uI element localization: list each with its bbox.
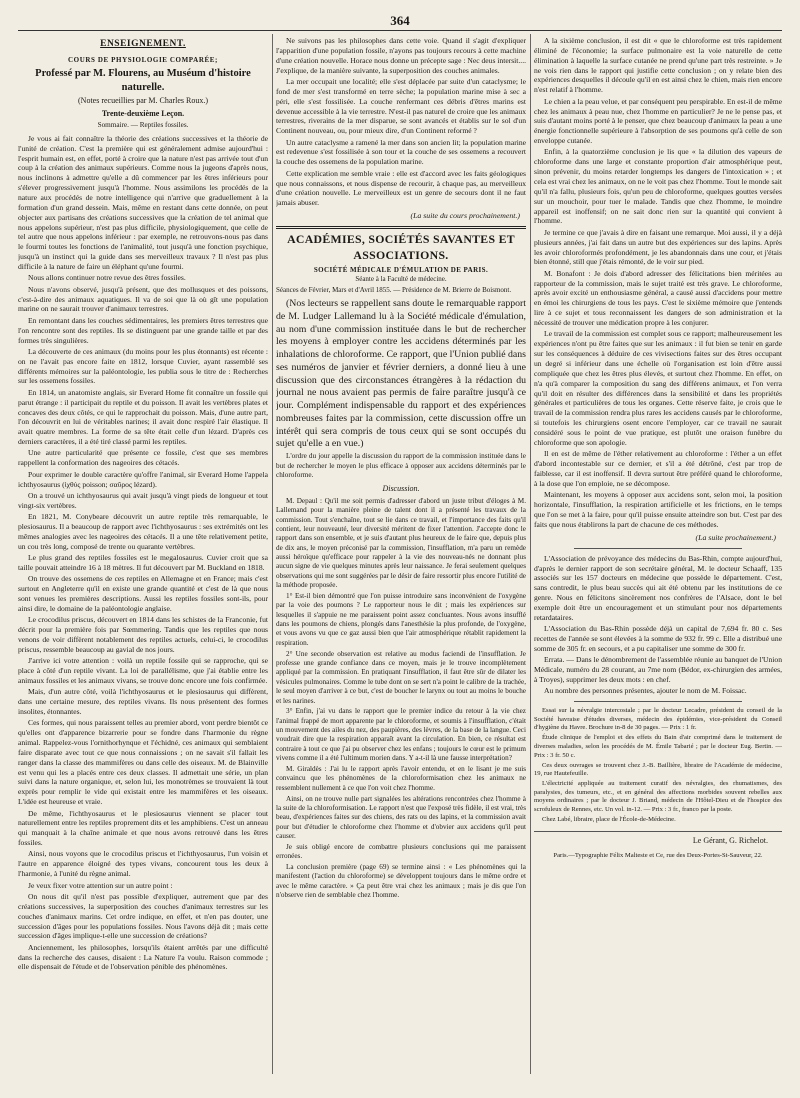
paragraph: 3° Enfin, j'ai vu dans le rapport que le premier indice du retour à la vie chez l'animal frappé de mort apparente par le chloroforme, et soumis à l'insufflation, c'était un mouvement des ailes du nez, des paupières, des lèvres, de la base de la langue. Ceci voudrait dire que la respiration apparaît avant la circulation. En bien, ce résultat est contraire à tout ce que j'ai pu observer chez les enfans ; toujours le cœur est le primum vivens comme il a été l'ultimum morien dans. Y a-t-il là une fausse interprétation? [276,707,526,763]
lead-paragraph: (Nos lecteurs se rappellent sans doute le remarquable rapport de M. Ludger Lallemand lu à la Société médicale d'émulation, au nom d'une commission instituée dans le but de rechercher les moyens à employer contre les accidens déterminés par les inhalations de chloroforme. Ce rapport, que l'Union publié dans ses numéros de janvier et février derniers, a donné lieu à une discussion que des circonstances étrangères à la rédaction du journal ne nous avaient pas permis de faire paraître jusqu'à ce jour. Complément indispensable du rapport et des expériences nombreuses faites par la commission, cette discussion offre un intérêt qui sera compris de tous ceux qui se sont occupés du sujet qu'elle a en vue.) [276,298,526,450]
paragraph: Le crocodilus priscus, découvert en 1814 dans les schistes de la Franconie, fut décrit pour la première fois par Sœmmering. Tandis que les reptiles que nous venons de voir diffèrent notablement des reptiles actuels, celui-ci, le crocodilus priscus, ressemble beaucoup au gavial de nos jours. [18,615,268,654]
lecture-number: Trente-deuxième Leçon. [101,109,185,119]
paragraph: Anciennement, les philosophes, lorsqu'ils étaient arrêtés par une difficulté dans la recherche des causes, disaient : La Nature l'a voulu. Raison commode ; elle dispensait de l'étude et de l'observation pénible des phénomènes. [18,942,268,972]
errata: Errata. — Dans le dénombrement de l'assemblée réunie au banquet de l'Union Médicale, numéro du 28 courant, au 7me nom (Bédor, ex-chirurgien des armées, à Troyes), supprimer les deux mots : en chef. [534,655,782,685]
paragraph: En 1814, un anatomiste anglais, sir Everard Home fit connaître un fossile qui parut étrange : il participait du reptile et du poisson. Il avait les vertèbres plates et concaves des deux côtés, ce qui le rapprochait du poisson. Mais, d'une autre part, l'on découvrit en lui de véritables narines; il avait donc respiré l'air élastique. Il avait quatre membres. La forme de sa tête était celle d'un lézard. D'après ces derniers caractères, il a été tiré classé parmi les reptiles. [18,387,268,447]
paragraph: Maintenant, les moyens à opposer aux accidens sont, selon moi, la position horizontale, l'insufflation, la respiration artificielle et les frictions, en le temps que l'on se met à la faire, pour qu'il puisse ensuite atteindre son but. C'est par des faits que nous établirons la part de chacune de ces méthodes. [534,490,782,529]
paragraph: Je vous ai fait connaître la théorie des créations successives et la théorie de l'unité de création. C'est la première qui est généralement admise aujourd'hui : l'esprit humain est, en effet, porté à croire que la nature n'est pas arrivée tout d'un coup à la création des animaux supérieurs. Comme nous la jugeons d'après nous, nous inclinons à admettre qu'elle a dû commencer par les êtres inférieurs pour s'élever progressivement jusqu'à l'homme. Nous assimilons les procédés de la nature aux procédés de notre intelligence qui n'arrive que graduellement à la formation d'un grand dessein. Mais, même en restant dans cette donnée, on peut objecter aux partisans des créations successives que la création de tel animal que nous appelons supérieur, n'est pas plus difficile, physiologiquement, que celle de tel autre que nous appelons inférieur : par exemple, ne retrouvons-nous pas dans le fourmi toutes les fonctions de l'animalité, tout jusqu'à une fonction psychique, jusqu'à un instinct qui la guide dans ses merveilleux travaux ? Il n'est pas plus difficile à la nature de faire un éléphant qu'une fourmi. [18,133,268,271]
discussion-body [276,497,526,901]
column-divider [272,34,273,1074]
session-line: Séances de Février, Mars et d'Avril 1855. — Présidence de M. Brierre de Boismont. [276,286,512,295]
paragraph: Je termine ce que j'avais à dire en faisant une remarque. Moi aussi, il y a déjà plusieurs années, j'ai fait dans un autre but des expériences sur des lapins. Après les avoir chloroformés profondément, je les abandonnais dans une cour, et j'étais bien étonné, still que j'étais rémonté, de le voir sur pied. [534,227,782,267]
paragraph: Ainsi, on ne trouve nulle part signalées les altérations rencontrées chez l'homme à la suite de la chloroformisation. Le rapport n'est que l'exposé très fidèle, il est vrai, très beau, d'expériences faites sur des chiens, des rats ou des lapins, et la commission avait pour but d'étudier le chloroforme chez l'homme et d'obvier aux accidens qu'il peut causer. [276,794,526,841]
paragraph: Mais, d'un autre côté, voilà l'ichthyosaurus et le plesiosaurus qui diffèrent, dans une certaine mesure, des reptiles vivans. Ils nous présentent des formes insolites, étonnantes. [18,687,268,716]
paragraph: La découverte de ces animaux (du moins pour les plus étonnants) est récente : on ne l'avait pas encore faite en 1812, lorsque Cuvier, ayant rassemblé ses différents mémoires sur la paléontologie, les publia sous le titre de : Recherches sur les ossemens fossiles. [18,346,268,386]
column-right [534,36,782,1088]
paragraph: Ainsi, nous voyons que le crocodilus priscus et l'ichthyosaurus, l'un voisin et l'autre en apparence éloigné des types vivans, concourent tous les deux à l'harmonie, à l'unité du règne animal. [18,849,268,879]
paragraph: Nous allons continuer notre revue des êtres fossiles. [28,273,186,283]
notes-credit: (Notes recueillies par M. Charles Roux.) [78,95,208,105]
divider [574,548,742,549]
paragraph: Il en est de même de l'éther relativement au chloroforme : l'éther a un effet d'abord incontestable sur ce dernier, et s'il a été détrôné, c'est par trop de faiblesse, car il est inoffensif. Il devra surtout être préféré quand le chloroforme, à la dose que l'on emploie, ne se décompose. [534,449,782,488]
article-body [18,134,268,972]
column-divider [530,34,531,1074]
summary-line: Sommaire. — Reptiles fossiles. [97,121,189,130]
bibliography [534,707,782,824]
paragraph: Le chien a la peau velue, et par conséquent peu perspirable. En est-il de même chez les animaux à peau nue, chez l'homme en particulier? Je ne le pense pas, et suis d'autant moins porté à le penser, que chez beaucoup d'animaux la peau a une énergie fonctionnelle supérieure à l'absorption de ses poumons qu'à celle de son enveloppe cutanée. [534,96,782,146]
order-note: L'ordre du jour appelle la discussion du rapport de la commission instituée dans le but de rechercher le moyen le plus efficace à opposer aux accidens déterminés par le chloroforme. [276,452,526,480]
column-middle [276,36,526,1076]
errata-addition: Au nombre des personnes présentes, ajouter le nom de M. Foissac. [544,686,747,696]
paragraph: Je veux fixer votre attention sur un autre point : [28,880,173,890]
paragraph: Un autre cataclysme a ramené la mer dans son ancien lit; la population marine est redevenue s'est fossilisée à son tour et la couche de ses ossemens a recouvert la couche des ossemens de la population marine. [276,137,526,167]
paragraph: En 1821, M. Conybeare découvrit un autre reptile très remarquable, le plesiosaurus. Il a beaucoup de rapport avec l'ichthyosaurus : ses extrémités ont les mêmes analogies avec les nageoires des cétacés. Il a une tête relativement petite, un cou très long, composé de trente ou quarante vertèbres. [18,512,268,551]
society-seat: Séante à la Faculté de médecine. [355,274,447,283]
article-body [276,36,526,208]
printer-line: Paris.—Typographie Félix Malteste et Ce, rue des Deux-Portes-St-Sauveur, 22. [553,851,763,859]
paragraph: La mer occupait une localité; elle s'est déplacée par suite d'un cataclysme; le fond de mer s'est transformé en terre sèche; la population marine mise à sec a péri, elle s'est fossilisée. La couche renfermant ces débris d'êtres marins est devenue accessible à la vie terrestre. N'est-il pas naturel de croire que les animaux terrestres, riverains de la mer disparue, se sont avancés et établis sur le sol d'un Continent nouveau, ou, pour mieux dire, d'un Continent reformé ? [276,76,526,136]
top-rule [18,30,782,31]
paragraph: Ces deux ouvrages se trouvent chez J.-B. Baillière, libraire de l'Académie de médecine, 19, rue Hautefeuille. [534,761,782,778]
paragraph: A la sixième conclusion, il est dit « que le chloroforme est très rapidement éliminé de l'économie; la surface pulmonaire est la voie naturelle de cette élimination à laquelle la surface cutanée ne prend qu'une part très restreinte. » Je ne vois rien dans le rapport qui justifie cette conclusion ; on y relate bien des expériences desquelles il découle qu'il en est ainsi chez le chien, mais rien encore n'est relatif à l'homme. [534,36,782,95]
paragraph: La conclusion première (page 69) se termine ainsi : « Les phénomènes qui la manifestent (l'action du chloroforme) se développent toujours dans le même ordre et avec le même caractère. » Ça peut être vrai chez les animaux ; mais je dis que l'on n'observe rien de semblable chez l'homme. [276,863,526,900]
paragraph: Une autre particularité que présente ce fossile, c'est que ses membres rappellent la conformation des nageoires des cétacés. [18,448,268,468]
paragraph: Essai sur la névralgie intercostale ; par le docteur Lecadre, président du conseil de la Société havraise d'études diverses, médecin des épidémies, vice-président du Conseil d'hygiène du Havre. Brochure in-8 de 30 pages. — Prix : 1 fr. [534,707,782,732]
footer-rule [534,831,782,832]
section-divider [276,226,526,229]
paragraph: De même, l'ichthyosaurus et le plesiosaurus viennent se placer tout naturellement entre les reptiles proprement dits et les amphibiens. C'est un anneau qui manquait à la chaîne animale et que nous avons retrouvé dans les êtres fossiles. [18,808,268,848]
paragraph: En remontant dans les couches sédimentaires, les premiers êtres terrestres que l'on rencontre sont des reptiles. Ils se distinguent par une grande taille et par des formes très singulières. [18,315,268,345]
paragraph: Je suis obligé encore de combattre plusieurs conclusions qui me paraissent erronées. [276,842,526,861]
paragraph: On a trouvé un ichthyosaurus qui avait jusqu'à vingt pieds de longueur et tout vingt-six vertèbres. [18,490,268,510]
continuation-note: (La suite du cours prochainement.) [410,211,520,221]
paragraph: M. Giraldès : J'ai lu le rapport après l'avoir entendu, et en le lisant je me suis convaincu que les phénomènes de la chloroformisation chez les animaux ne ressemblent nullement à ce que l'on voit chez l'homme. [276,765,526,792]
paragraph: M. Bonafont : Je dois d'abord adresser des félicitations bien méritées au rapporteur de la commission, mais le sujet traité est très grave. Le chloroforme, après avoir excité un enthousiasme général, a causé aussi d'accidens pour mettre en émoi les chirurgiens de tous les pays. C'est le sixième mémoire que j'entends lire à ce sujet et tous reconnaissent les dangers de son administration et la nécessité de trouver une médication propre à les conjurer. [534,268,782,328]
continuation-note: (La suite prochainement.) [695,532,776,542]
lecture-title: Professé par M. Flourens, au Muséum d'histoire naturelle. [35,68,251,93]
discussion-heading: Discussion. [382,483,420,493]
paragraph: 2° Une seconde observation est relative au modus faciendi de l'insufflation. Je professe une grande confiance dans ce moyen, mais je le trouve incomplètement appliqué par la commission. En pratiquant l'insufflation, il faut être sûr de dilater les vésicules pulmonaires. Comme le tube dont on se sert n'a point le calibre de la trachée, le seul moyen d'arriver à ce but, c'est de boucher le larynx ou tout au moins le bouche et les narines. [276,649,526,705]
manager-signature: Le Gérant, G. Richelot. [692,835,768,845]
divider [574,701,742,702]
paragraph: On nous dit qu'il n'est pas possible d'expliquer, autrement que par des créations successives, la superposition des couches d'animaux terrestres sur les couches d'animaux marins. Cet ordre indique, en effet, et n'en pas douter, une succession d'âges pour les populations fossiles. Nous l'avons déjà dit ; mais cette succession d'âges implique-t-elle une succession de créations? [18,891,268,941]
paragraph: Ne suivons pas les philosophes dans cette voie. Quand il s'agit d'expliquer l'apparition d'une population fossile, n'ayons pas toujours recours à cette machine d'une création nouvelle. Horace nous donne un précepte sage : Nec deus intersit.... J'explique, de la manière suivante, la superposition des couches animales. [276,36,526,75]
paragraph: Étude clinique de l'emploi et des effets du Bain d'air comprimé dans le traitement de diverses maladies, selon les procédés de M. Émile Tabarié ; par le docteur Eug. Bertin. — Prix : 3 fr. 50 c. [534,734,782,759]
paragraph: 1° Est-il bien démontré que l'on puisse introduire sans inconvénient de l'oxygène par la voie des poumons ? Le rapporteur nous le dit ; mais les expériences sur lesquelles il s'appuie ne me paraissent point assez concluantes. Nous avons insufflé dans les poumons de chiens, plongés dans l'anesthésie la plus profonde, de l'oxygène, et vous avons vu que ce gaz aussi bien que l'air atmosphérique rétablit rapidement la respiration. [276,592,526,647]
paragraph: Chez Labé, libraire, place de l'École-de-Médecine. [542,816,676,824]
paragraph: L'électricité appliquée au traitement curatif des névralgies, des rhumatismes, des paralysies, des tumeurs, etc., et en général des affections morbides souvent rebelles aux moyens ordinaires ; par le docteur J. Briand, médecin de l'Hôtel-Dieu et de l'hospice des scrofuleux de Rennes, etc. Un vol. in-12. — Prix : 3 fr., franco par la poste. [534,780,782,813]
paragraph: L'Association du Bas-Rhin possède déjà un capital de 7,694 fr. 80 c. Ses recettes de l'année se sont élevées à la somme de 932 fr. 99 c. Elle a distribué une somme de 305 fr. en secours, et a pu capitaliser une somme de 300 fr. [534,624,782,653]
paragraph: On trouve des ossemens de ces reptiles en Allemagne et en France; mais c'est surtout en Angleterre qu'il en existe une grande quantité et c'est de là que nous sont venues les premières descriptions. Aussi les reptiles fossiles sont-ils, pour ainsi dire, le domaine de la paléontologie anglaise. [18,574,268,613]
society-name: SOCIÉTÉ MÉDICALE D'ÉMULATION DE PARIS. [313,265,489,274]
section-heading: ENSEIGNEMENT. [100,39,186,49]
paragraph: L'Association de prévoyance des médecins du Bas-Rhin, compte aujourd'hui, d'après le dernier rapport de son secrétaire général, M. le docteur Schaaff, 135 associés sur les 157 docteurs en médecine que possède le département. C'est, sans contredit, le plus beau succès qui ait été obtenu par les institutions de ce genre. Nous en félicitons sincèrement nos confrères de l'Alsace, dont le bel exemple doit être un encouragement et un stimulant pour nos départements retardataires. [534,553,782,622]
column-left [18,36,268,1076]
page-number: 364 [390,13,410,28]
paragraph: Le plus grand des reptiles fossiles est le megalosaurus. Cuvier croit que sa taille pouvait atteindre 16 à 18 mètres. Il fut découvert par M. Buckland en 1818. [18,553,268,572]
paragraph: Le travail de la commission est complet sous ce rapport; malheureusement les expériences n'ont pu être faites que sur les animaux : il fut bien se tenir en garde sur les conséquences à déduire de ces vivisections faites sur des êtres occupant un degré si inférieur dans une échelle où l'organisation est loin d'être aussi compliquée que chez les êtres plus élevés, et surtout chez l'homme. En effet, on n'a qu'à comparer la composition du sang des différens animaux, et l'on verra qu'il doit en résulter des différences dans la sensibilité et dans les propriétés générales et particulières de tous les organes. Cette réserve faite, je crois que le travail de la commission rendra plus rares les accidens causés par le chloroforme, si toutefois les chirurgiens osent encore l'employer, car ce travail ne saurait considéré sous le point de vue pratique, est plutôt une oraison funèbre du chloroforme que son apologie. [534,329,782,447]
course-heading: COURS DE PHYSIOLOGIE COMPARÉE; [68,56,218,65]
article-body [534,36,782,530]
paragraph: Enfin, à la quatorzième conclusion je lis que « la dilution des vapeurs de chloroforme dans une large et constante proportion d'air atmosphérique peut, sinon prévenir, du moins retarder longtemps les dangers de l'intoxication » ; et cela est vrai chez les animaux, on ne le voit pas chez l'homme. Tout le monde sait qu'il n'a fallu, plusieurs fois, qu'un peu de chloroforme, quelques gouttes versées sur un mouchoir, pour tuer le malade. Tandis que chez l'homme, le moindre appareil est inoffensif; on ne sait donc rien sur la quantité qui convient à l'homme. [534,147,782,226]
paragraph: Pour exprimer le double caractère qu'offre l'animal, sir Everard Home l'appela ichthyosaurus (ἰχθύς poisson; σαῦρος lézard). [18,469,268,489]
academies-heading: ACADÉMIES, SOCIÉTÉS SAVANTES ET ASSOCIATIONS. [287,232,515,262]
association-body [534,554,782,654]
paragraph: Cette explication me semble vraie : elle est d'accord avec les faits géologiques que nous connaissons, et nous dispense de recourir, à chaque pas, au merveilleux d'une création nouvelle. Le merveilleux est un genre de secours dont il ne faut jamais abuser. [276,168,526,208]
paragraph: J'arrive ici votre attention : voilà un reptile fossile qui se rapproche, qui se place à côté d'un reptile vivant. La loi de parallélisme, que j'ai établie entre les animaux fossiles et les animaux vivans, se trouve donc encore une fois confirmée. [18,656,268,685]
paragraph: Nous n'avons observé, jusqu'à présent, que des mollusques et des poissons, c'est-à-dire des animaux aquatiques. Il va de soi que là où gît une population marine on ne saurait trouver d'animaux terrestres. [18,284,268,314]
paragraph: M. Depaul : Qu'il me soit permis d'adresser d'abord un juste tribut d'éloges à M. Lallemand pour la manière pleine de talent dont il a présenté les travaux de la commission. Tout s'enchaîne, tout se lie dans ce travail, et l'importance des faits qu'il contient, leur nouveauté, leur diversité méritent de fixer l'attention. J'accepte donc le rapport dans son ensemble, et je suis d'autant plus heureux de le faire que, depuis plus de dix ans, le moyen préconisé par la commission, l'insufflation, m'a paru un remède aussi héroïque qu'efficace pour rappeler à la vie des nouveau-nés ne donnant plus aucun signe de vie quelques minutes après leur naissance. Je ferai seulement quelques observations qui me sont suggérées par le désir de faire ressortir plus encore l'utilité de la méthode proposée. [276,496,526,590]
paragraph: Ces formes, qui nous paraissent telles au premier abord, vont perdre bientôt ce qu'elles ont d'apparence bizarrerie pour se fondre dans l'harmonie du règne animal. Rappelez-vous l'ornithorhynque et l'échidné, ces animaux qui semblaient faire disparate avec tout ce que nous connaissions ; on ne savait s'il fallait les ranger dans la classe des mammifères ou dans celle des oiseaux. M. de Blainville est venu qui les a placés entre ces deux classes. Il admettait une série, un plan suivi dans la nature organique, et, selon lui, les monotrèmes se trouvaient là tout exprès pour remplir le vide qui existait entre les mammifères et les oiseaux. L'idée est heureuse et vraie. [18,718,268,807]
